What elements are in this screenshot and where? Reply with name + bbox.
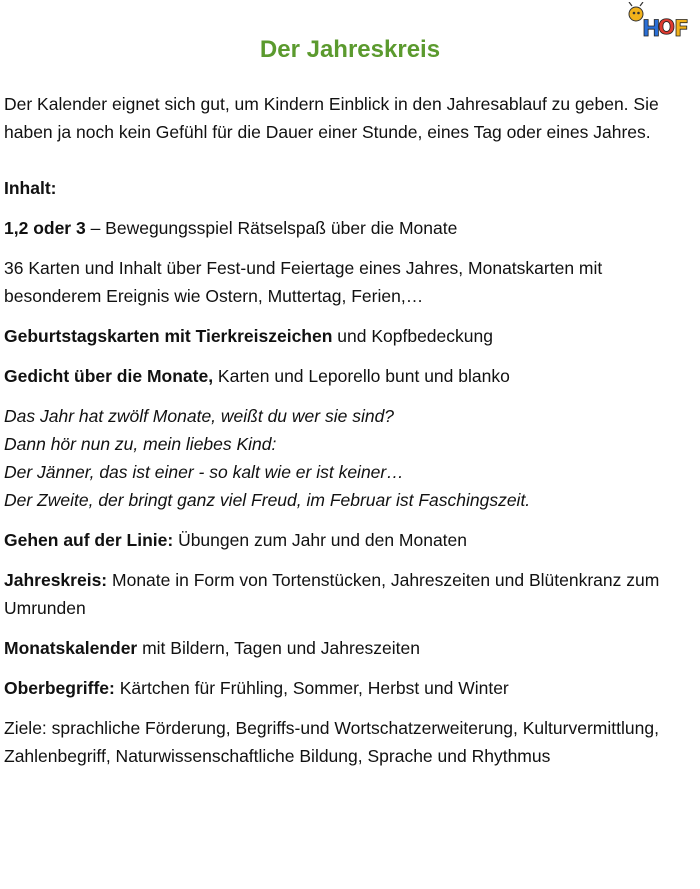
inhalt-heading: Inhalt:: [4, 178, 57, 198]
poem: [4, 402, 694, 514]
poem-line: Der Zweite, der bringt ganz viel Freud, im Februar ist Faschingszeit.: [4, 490, 531, 510]
logo-letter-h: H: [642, 17, 661, 42]
item-jahreskreis: Jahreskreis: Monate in Form von Tortenstücken, Jahreszeiten und Blütenkranz zum Umrunden: [4, 570, 660, 618]
poem-line: Dann hör nun zu, mein liebes Kind:: [4, 434, 277, 454]
ziele-paragraph: Ziele: sprachliche Förderung, Begriffs-und Wortschatzerweiterung, Kulturvermittlung, Zahlenbegriff, Naturwissenschaftliche Bildung, Sprache und Rhythmus: [4, 718, 659, 766]
item-gehen-auf-der-linie: Gehen auf der Linie: Übungen zum Jahr und den Monaten: [4, 530, 468, 550]
poem-line: Der Jänner, das ist einer - so kalt wie er ist keiner…: [4, 462, 404, 482]
poem-line: Das Jahr hat zwölf Monate, weißt du wer sie sind?: [4, 406, 395, 426]
logo-letter-o: O: [658, 15, 676, 39]
item-oberbegriffe: Oberbegriffe: Kärtchen für Frühling, Sommer, Herbst und Winter: [4, 678, 509, 698]
intro-paragraph: Der Kalender eignet sich gut, um Kindern Einblick in den Jahresablauf zu geben. Sie haben ja noch kein Gefühl für die Dauer einer Stunde, eines Tag oder eines Jahres.: [4, 94, 659, 142]
item-1-2-oder-3: 1,2 oder 3 – Bewegungsspiel Rätselspaß über die Monate: [4, 218, 458, 238]
item-gedicht: Gedicht über die Monate, Karten und Leporello bunt und blanko: [4, 366, 510, 386]
document-body: [4, 90, 694, 770]
page-title: Der Jahreskreis: [259, 36, 441, 63]
item-karten: 36 Karten und Inhalt über Fest-und Feiertage eines Jahres, Monatskarten mit besonderem Ereignis wie Ostern, Muttertag, Ferien,…: [4, 258, 603, 306]
item-monatskalender: Monatskalender mit Bildern, Tagen und Jahreszeiten: [4, 638, 420, 658]
item-geburtstagskarten: Geburtstagskarten mit Tierkreiszeichen und Kopfbedeckung: [4, 326, 493, 346]
logo-letter-f: F: [674, 17, 690, 42]
